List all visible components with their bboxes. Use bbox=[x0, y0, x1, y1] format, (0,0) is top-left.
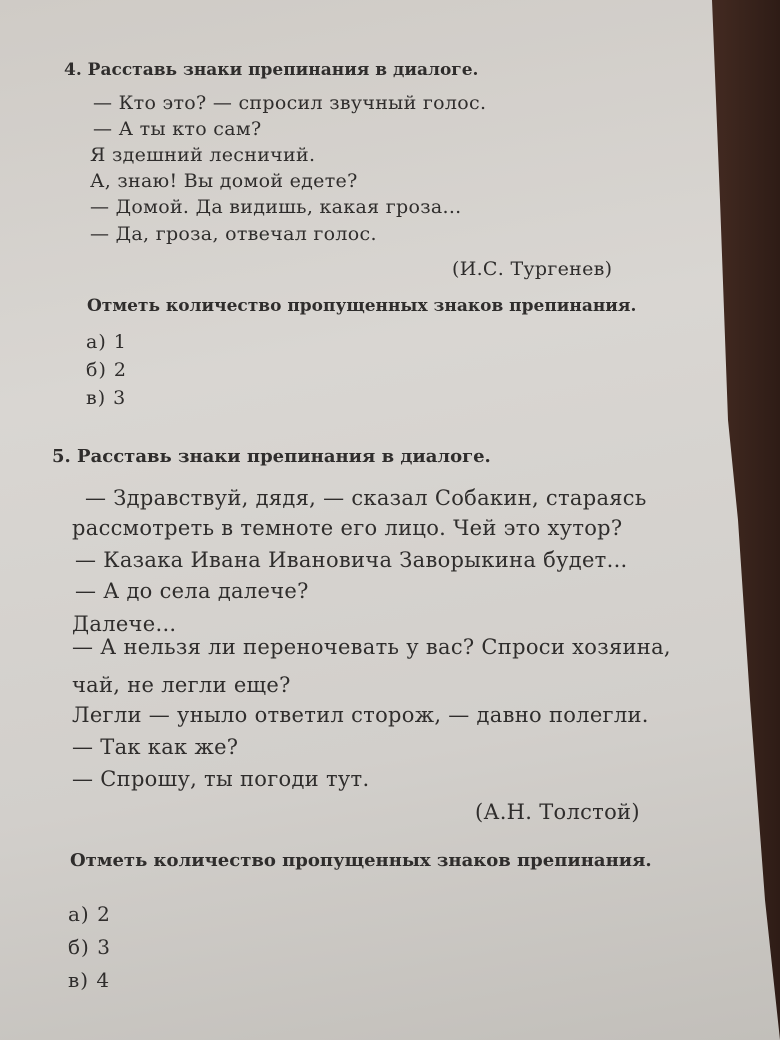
task5-line-3: — Казака Ивана Ивановича Заворыкина будет... bbox=[75, 548, 628, 572]
task4-line-3: Я здешний лесничий. bbox=[90, 144, 316, 166]
task5-option-a: а) 2 bbox=[68, 902, 111, 926]
task5-line-10: — Спрошу, ты погоди тут. bbox=[72, 767, 370, 791]
task4-line-4: А, знаю! Вы домой едете? bbox=[90, 170, 358, 192]
task5-line-1: — Здравствуй, дядя, — сказал Собакин, стараясь bbox=[85, 486, 647, 510]
task5-line-9: — Так как же? bbox=[72, 735, 239, 759]
task5-line-5: Далече... bbox=[72, 612, 177, 636]
task4-question: Отметь количество пропущенных знаков препинания. bbox=[87, 296, 637, 316]
task5-option-c: в) 4 bbox=[68, 968, 111, 992]
task5-line-2: рассмотреть в темноте его лицо. Чей это хутор? bbox=[72, 516, 623, 540]
task5-heading: 5. Расставь знаки препинания в диалоге. bbox=[52, 446, 491, 467]
task4-line-2: — А ты кто сам? bbox=[93, 118, 262, 140]
task4-line-1: — Кто это? — спросил звучный голос. bbox=[93, 92, 487, 114]
task4-line-6: — Да, гроза, отвечал голос. bbox=[90, 223, 377, 245]
task5-line-4: — А до села далече? bbox=[75, 579, 309, 603]
task4-option-c: в) 3 bbox=[86, 387, 127, 409]
task5-line-8: Легли — уныло ответил сторож, — давно полегли. bbox=[72, 703, 649, 727]
task4-option-a: а) 1 bbox=[86, 331, 127, 353]
task5-author: (А.Н. Толстой) bbox=[475, 800, 640, 824]
task5-question: Отметь количество пропущенных знаков препинания. bbox=[70, 850, 652, 871]
task4-line-5: — Домой. Да видишь, какая гроза... bbox=[90, 196, 462, 218]
task5-option-b: б) 3 bbox=[68, 935, 111, 959]
task4-option-b: б) 2 bbox=[86, 359, 127, 381]
task4-author: (И.С. Тургенев) bbox=[452, 258, 613, 280]
task4-heading: 4. Расставь знаки препинания в диалоге. bbox=[64, 60, 479, 80]
task5-line-7: чай, не легли еще? bbox=[72, 673, 291, 697]
task5-line-6: — А нельзя ли переночевать у вас? Спроси хозяина, bbox=[72, 635, 671, 659]
